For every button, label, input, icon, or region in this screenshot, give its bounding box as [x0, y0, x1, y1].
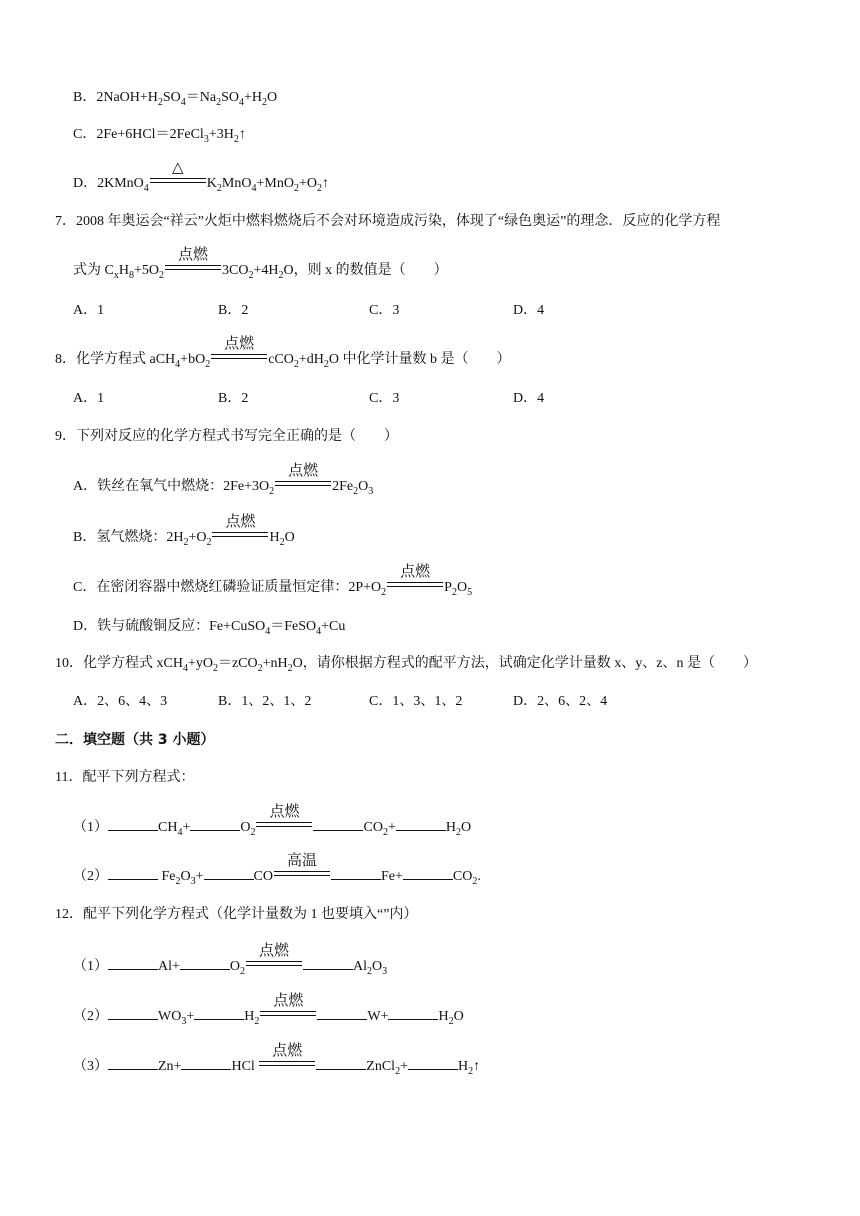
reaction-condition-ignite: 点燃 — [165, 256, 221, 274]
q7-option-b: B．2 — [218, 303, 249, 318]
q10-stem: 10．化学方程式 $xCH_4+yO_2=zCO_2+nH_2O$，请你根据方程式的配平方法，试确定化学计量数 x、y、z、n 是（ ） — [55, 656, 757, 674]
q9-option-b: B．氢气燃烧：$2H_2+O_2$ 点燃 $H_2O$ — [73, 512, 295, 548]
answer-blank[interactable] — [331, 867, 381, 880]
q11-part-2: （2） $Fe_2O_3+$ CO 高温 $Fe+ CO_2$. — [73, 851, 481, 887]
q11-part-1: （1） $CH_4+ O_2$ 点燃 $CO_2+ H_2O$ — [73, 802, 472, 838]
q10-option-d: D．2、6、2、4 — [513, 694, 608, 709]
answer-blank[interactable] — [204, 867, 254, 880]
q10-option-b: B．1、2、1、2 — [218, 694, 312, 709]
q12-stem: 12．配平下列化学方程式（化学计量数为 1 也要填入“”内） — [55, 907, 418, 922]
q8-option-a: A．1 — [73, 391, 105, 406]
section-heading-fill-in: 二．填空题（共 3 小题） — [55, 732, 215, 748]
reaction-condition-high-temperature: 高温 — [274, 862, 330, 880]
reaction-condition-ignite: 点燃 — [260, 1002, 316, 1020]
q8-option-d: D．4 — [513, 391, 545, 406]
q9-option-c: C．在密闭容器中燃烧红磷验证质量恒定律：$2P+O_2$ 点燃 $P_2O_5$ — [73, 562, 473, 598]
reaction-condition-heat: △ — [150, 169, 206, 187]
q12-part-2: （2） $WO_3+ H_2$ 点燃 $W+ H_2O$ — [73, 991, 464, 1027]
q10-option-c: C．1、3、1、2 — [369, 694, 463, 709]
q7-option-a: A．1 — [73, 303, 105, 318]
answer-blank[interactable] — [317, 1007, 367, 1020]
reaction-condition-ignite: 点燃 — [246, 952, 302, 970]
q7-stem-line2: 式为 $C_xH_8+5O_2$ 点燃 $3CO_2+4H_2O$，则 x 的数值是（ ） — [73, 245, 448, 281]
q7-option-c: C．3 — [369, 303, 400, 318]
answer-blank[interactable] — [108, 957, 158, 970]
q9-option-a: A．铁丝在氧气中燃烧：$2Fe+3O_2$ 点燃 $2Fe_2O_3$ — [73, 461, 374, 497]
q8-stem: 8．化学方程式 $aCH_4+bO_2$ 点燃 $cCO_2+dH_2O$ 中化学计量数 b 是（ ） — [55, 334, 511, 370]
q12-part-3: （3） Zn+ HCl 点燃 ZnCl$_2$+ $H_2↑$ — [73, 1041, 481, 1077]
reaction-condition-ignite: 点燃 — [259, 1052, 315, 1070]
answer-blank[interactable] — [408, 1057, 458, 1070]
answer-blank[interactable] — [303, 957, 353, 970]
reaction-condition-ignite: 点燃 — [212, 523, 268, 541]
q6-option-d: D．2KMnO$_4$ △ $K_2MnO_4+MnO_2+O_2↑$ — [73, 158, 329, 194]
q8-option-b: B．2 — [218, 391, 249, 406]
q11-stem: 11．配平下列方程式： — [55, 770, 195, 785]
answer-blank[interactable] — [181, 1057, 231, 1070]
q7-option-d: D．4 — [513, 303, 545, 318]
answer-blank[interactable] — [180, 957, 230, 970]
reaction-condition-ignite: 点燃 — [387, 573, 443, 591]
reaction-condition-ignite: 点燃 — [256, 813, 312, 831]
reaction-condition-ignite: 点燃 — [275, 472, 331, 490]
q6-option-b: B．$2NaOH+H_2SO_4=Na_2SO_4+H_2O$ — [73, 90, 278, 108]
q10-option-a: A．2、6、4、3 — [73, 694, 168, 709]
answer-blank[interactable] — [108, 1057, 158, 1070]
answer-blank[interactable] — [313, 818, 363, 831]
answer-blank[interactable] — [403, 867, 453, 880]
answer-blank[interactable] — [194, 1007, 244, 1020]
q9-option-d: D．铁与硫酸铜反应：Fe+CuSO$_4$＝FeSO$_4$+Cu — [73, 619, 346, 637]
reaction-condition-ignite: 点燃 — [211, 345, 267, 363]
answer-blank[interactable] — [190, 818, 240, 831]
answer-blank[interactable] — [108, 1007, 158, 1020]
answer-blank[interactable] — [108, 867, 158, 880]
q7-stem-line1: 7．2008 年奥运会“祥云”火炬中燃料燃烧后不会对环境造成污染，体现了“绿色奥运”的理念．反应的化学方程 — [55, 214, 721, 229]
answer-blank[interactable] — [108, 818, 158, 831]
answer-blank[interactable] — [396, 818, 446, 831]
q9-stem: 9．下列对反应的化学方程式书写完全正确的是（ ） — [55, 429, 398, 444]
q8-option-c: C．3 — [369, 391, 400, 406]
answer-blank[interactable] — [388, 1007, 438, 1020]
q6-option-c: C．$2Fe+6HCl=2FeCl_3+3H_2↑$ — [73, 127, 246, 145]
q12-part-1: （1） $Al+ O_2$ 点燃 $Al_2O_3$ — [73, 941, 388, 977]
answer-blank[interactable] — [316, 1057, 366, 1070]
